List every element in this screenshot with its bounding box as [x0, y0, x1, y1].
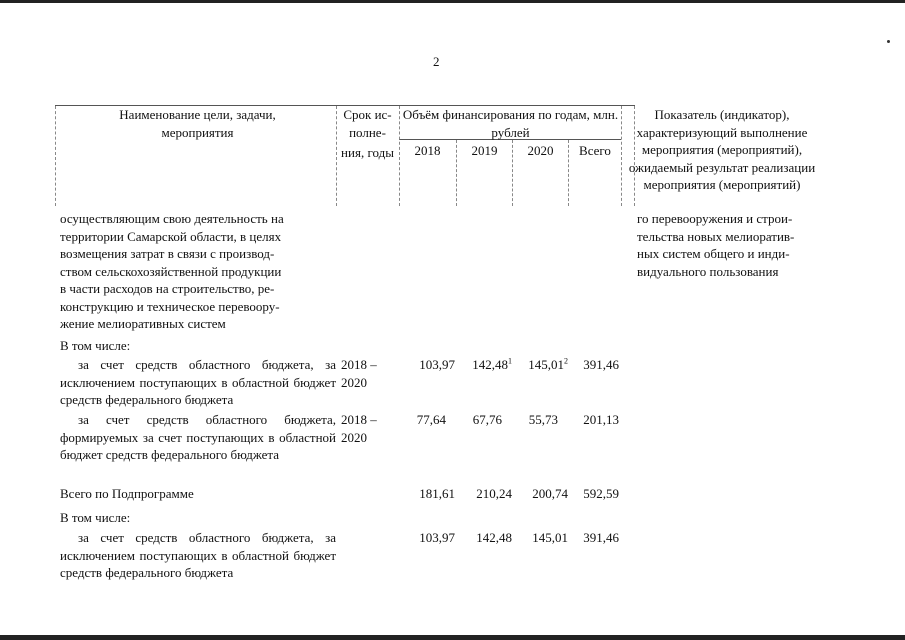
row-regional-from-federal-name: за счет средств областного бюджета, формируемых за счет поступающих в областной бюджет средств федерального бюджета	[60, 412, 336, 462]
row-total-regional-excl-federal-total: 391,46	[583, 530, 619, 545]
continued-indicator: го перевооружения и строи- тельства новых мелиоратив- ных систем общего и инди- видуального пользования	[637, 211, 795, 279]
header-total: Всего	[579, 143, 611, 158]
header-term-cell: Срок ис- полне- ния, годы	[341, 107, 394, 160]
row-regional-excl-federal-name: за счет средств областного бюджета, за исключением поступающих в областной бюджет средств федерального бюджета	[60, 357, 336, 407]
header-year-2020: 2020	[527, 143, 554, 158]
row-total-regional-excl-federal-2018: 103,97	[419, 530, 455, 545]
row-label-in-that-number: В том числе:	[60, 338, 131, 353]
row-subprogram-total-total: 592,59	[583, 486, 619, 501]
row-regional-excl-federal-term: 2018 – 2020	[341, 357, 377, 390]
row-regional-from-federal-2020: 55,73	[528, 412, 558, 427]
scan-top-border	[0, 0, 905, 3]
header-year-2018: 2018	[414, 143, 441, 158]
row-regional-from-federal-2018: 77,64	[416, 412, 446, 427]
row-subprogram-total-2018: 181,61	[419, 486, 455, 501]
row-label-in-that-number-2: В том числе:	[60, 510, 131, 525]
scan-bottom-border	[0, 635, 905, 640]
row-regional-from-federal-total: 201,13	[583, 412, 619, 427]
header-indicator-cell: Показатель (индикатор), характеризующий выполнение мероприятия (мероприятий), ожидаемый результат реализации мероприятия (мероприятий)	[628, 107, 816, 192]
row-regional-from-federal-term: 2018 – 2020	[341, 412, 377, 445]
row-regional-excl-federal-2020: 145,01$^2$	[528, 356, 568, 372]
row-regional-excl-federal-total: 391,46	[583, 357, 619, 372]
continued-objective-name: осуществляющим свою деятельность на территории Самарской области, в целях возмещения затрат в связи с производ- ством сельскохозяйственной продукции в части расходов на строительство, ре- конструкцию и техническое перевоору- жение мелиоративных систем	[60, 211, 284, 331]
row-total-regional-excl-federal-2020: 145,01	[532, 530, 568, 545]
header-year-2019: 2019	[471, 143, 498, 158]
row-total-regional-excl-federal-2019: 142,48	[476, 530, 512, 545]
row-subprogram-total-name: Всего по Подпрограмме	[60, 486, 194, 501]
row-subprogram-total-2020: 200,74	[532, 486, 568, 501]
row-total-regional-excl-federal-name: за счет средств областного бюджета, за исключением поступающих в областной бюджет средств федерального бюджета	[60, 530, 336, 580]
scan-speck	[887, 40, 890, 43]
row-regional-from-federal-2019: 67,76	[472, 412, 502, 427]
row-regional-excl-federal-2018: 103,97	[419, 357, 455, 372]
row-subprogram-total-2019: 210,24	[476, 486, 512, 501]
page-number: 2	[433, 54, 440, 69]
header-name-cell: Наименование цели, задачи, мероприятия	[119, 107, 276, 140]
header-funding-cell: Объём финансирования по годам, млн. рублей	[402, 107, 619, 140]
row-regional-excl-federal-2019: 142,48$^1$	[472, 356, 512, 372]
col-divider-left	[55, 106, 56, 206]
